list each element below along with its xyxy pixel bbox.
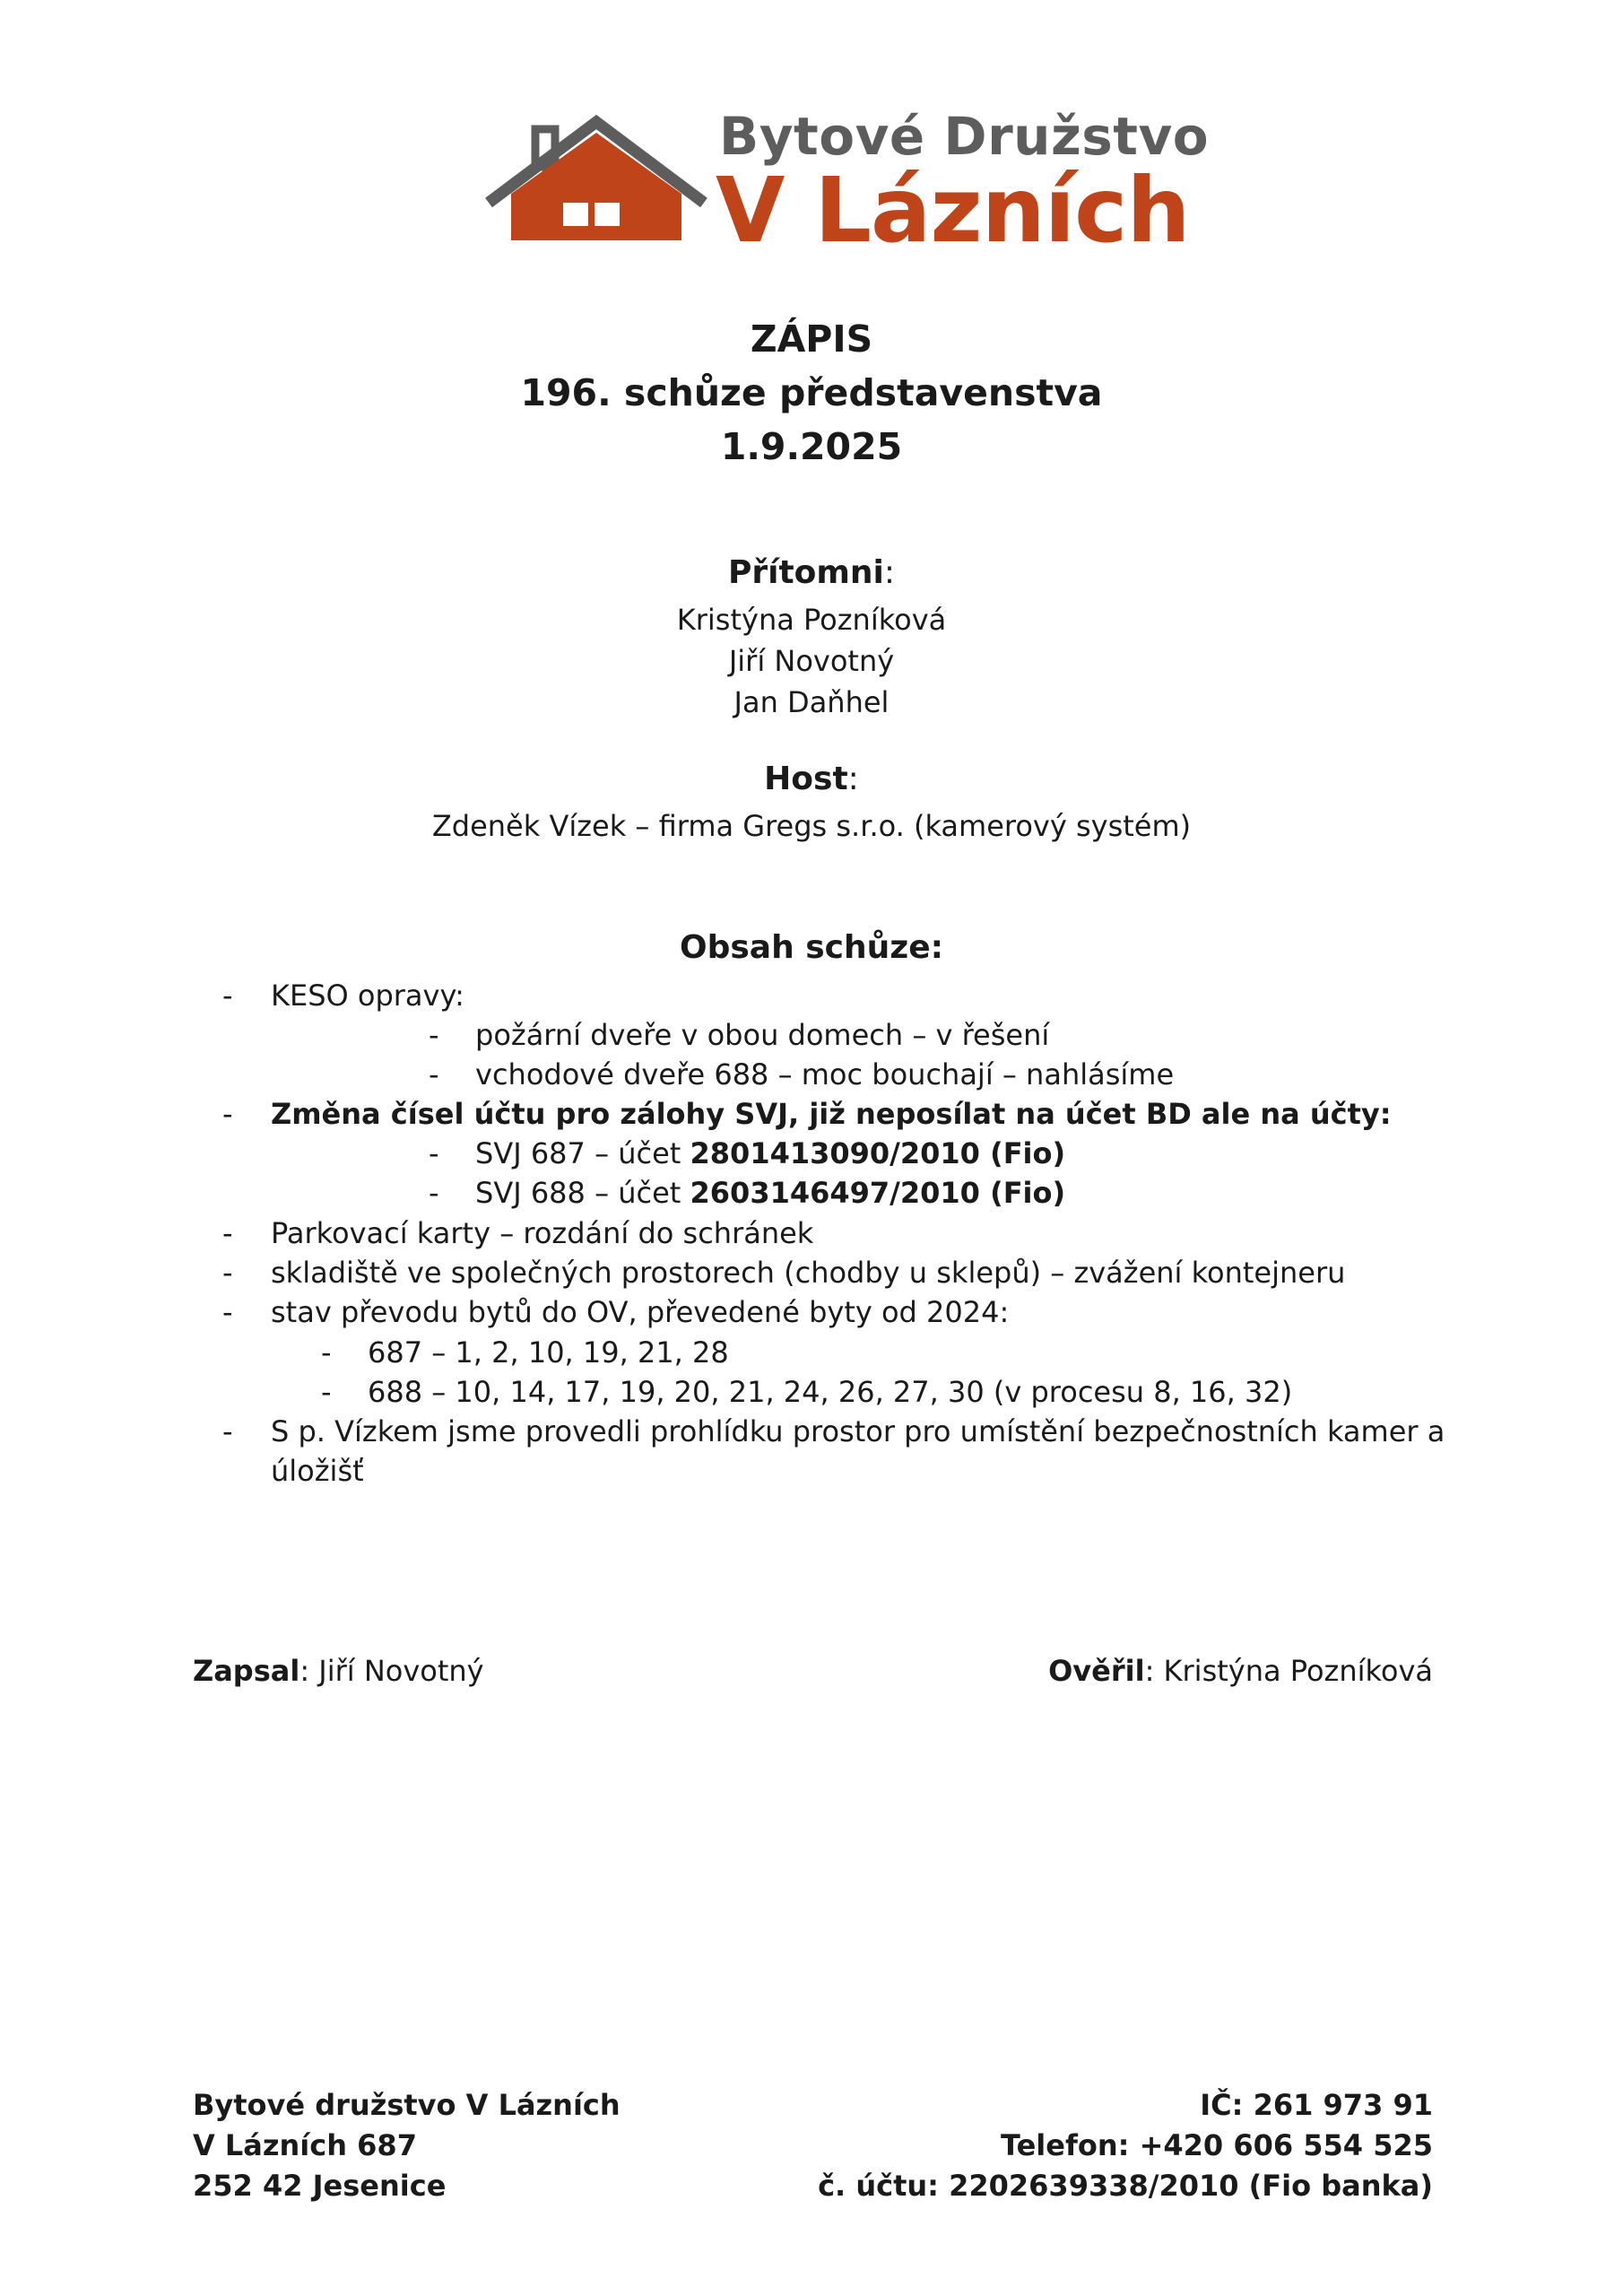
guest-name: Zdeněk Vízek – firma Gregs s.r.o. (kamerový systém)	[431, 809, 1192, 843]
list-dash: -	[222, 978, 233, 1013]
verified-by-label: Ověřil	[1048, 1654, 1145, 1688]
agenda-subitem-account-687	[475, 1135, 1065, 1171]
agenda-item-parking: Parkovací karty – rozdání do schránek	[271, 1216, 814, 1250]
agenda-item-cameras-cont: úložišť	[271, 1454, 364, 1488]
agenda-subitem-entrance-doors: vchodové dveře 688 – moc bouchají – nahlásíme	[475, 1057, 1175, 1091]
footer-city: 252 42 Jesenice	[193, 2169, 447, 2203]
attendee-name: Jan Daňhel	[733, 685, 890, 719]
logo	[484, 106, 1210, 263]
guest-label: Host	[764, 761, 848, 797]
agenda-heading: Obsah schůze:	[679, 929, 944, 966]
list-dash: -	[222, 1216, 233, 1250]
agenda-item-storage: skladiště ve společných prostorech (chodby u sklepů) – zvážení kontejneru	[271, 1256, 1346, 1290]
verified-by	[1048, 1654, 1433, 1688]
guest-colon: :	[847, 761, 859, 797]
document-date: 1.9.2025	[720, 425, 903, 468]
verified-by-name: : Kristýna Pozníková	[1144, 1654, 1433, 1688]
account-687-prefix: SVJ 687 – účet	[475, 1136, 690, 1170]
recorded-by-name: : Jiří Novotný	[299, 1654, 484, 1688]
agenda-item-transfer: stav převodu bytů do OV, převedené byty od 2024:	[271, 1295, 1010, 1329]
list-dash: -	[222, 1414, 233, 1448]
footer-contact	[818, 2085, 1433, 2206]
agenda-subitem-account-688	[475, 1175, 1065, 1211]
list-dash: -	[321, 1335, 332, 1370]
list-dash: -	[429, 1018, 439, 1052]
list-dash: -	[429, 1057, 439, 1091]
footer-account: č. účtu: 2202639338/2010 (Fio banka)	[818, 2169, 1433, 2203]
list-dash: -	[222, 1295, 233, 1329]
footer-ic: IČ: 261 973 91	[1200, 2088, 1433, 2122]
agenda-item-keso: KESO opravy:	[271, 978, 464, 1013]
recorded-by-label: Zapsal	[193, 1654, 300, 1688]
attendees-label: Přítomni	[727, 554, 884, 591]
list-dash: -	[222, 1097, 233, 1131]
agenda-subitem-fire-doors: požární dveře v obou domech – v řešení	[475, 1018, 1050, 1052]
footer-org: Bytové družstvo V Lázních	[193, 2088, 621, 2122]
agenda-subitem-transfer-688: 688 – 10, 14, 17, 19, 20, 21, 24, 26, 27, 30 (v procesu 8, 16, 32)	[368, 1375, 1293, 1409]
logo-title-bottom: V Lázních	[716, 158, 1190, 263]
logo-title-top: Bytové Družstvo	[719, 106, 1210, 167]
agenda-subitem-transfer-687: 687 – 1, 2, 10, 19, 21, 28	[368, 1335, 729, 1370]
account-688-prefix: SVJ 688 – účet	[475, 1176, 690, 1210]
list-dash: -	[321, 1375, 332, 1409]
list-dash: -	[222, 1256, 233, 1290]
attendee-name: Jiří Novotný	[728, 644, 895, 678]
list-dash: -	[429, 1176, 439, 1210]
house-icon	[484, 106, 708, 249]
agenda-item-accounts: Změna čísel účtu pro zálohy SVJ, již neposílat na účet BD ale na účty:	[271, 1097, 1392, 1131]
account-687-number: 2801413090/2010 (Fio)	[690, 1136, 1066, 1170]
account-688-number: 2603146497/2010 (Fio)	[690, 1176, 1066, 1210]
document-title: ZÁPIS	[750, 317, 873, 361]
guest-heading	[0, 761, 1623, 797]
footer-phone: Telefon: +420 606 554 525	[1001, 2128, 1433, 2162]
attendee-name: Kristýna Pozníková	[676, 603, 947, 637]
attendees-colon: :	[883, 554, 896, 591]
agenda-item-cameras: S p. Vízkem jsme provedli prohlídku prostor pro umístění bezpečnostních kamer a	[271, 1414, 1445, 1448]
footer-address	[193, 2085, 621, 2206]
attendees-heading	[0, 554, 1623, 591]
footer-street: V Lázních 687	[193, 2128, 417, 2162]
list-dash: -	[429, 1136, 439, 1170]
document-subtitle: 196. schůze představenstva	[520, 371, 1103, 414]
recorded-by	[193, 1654, 484, 1688]
